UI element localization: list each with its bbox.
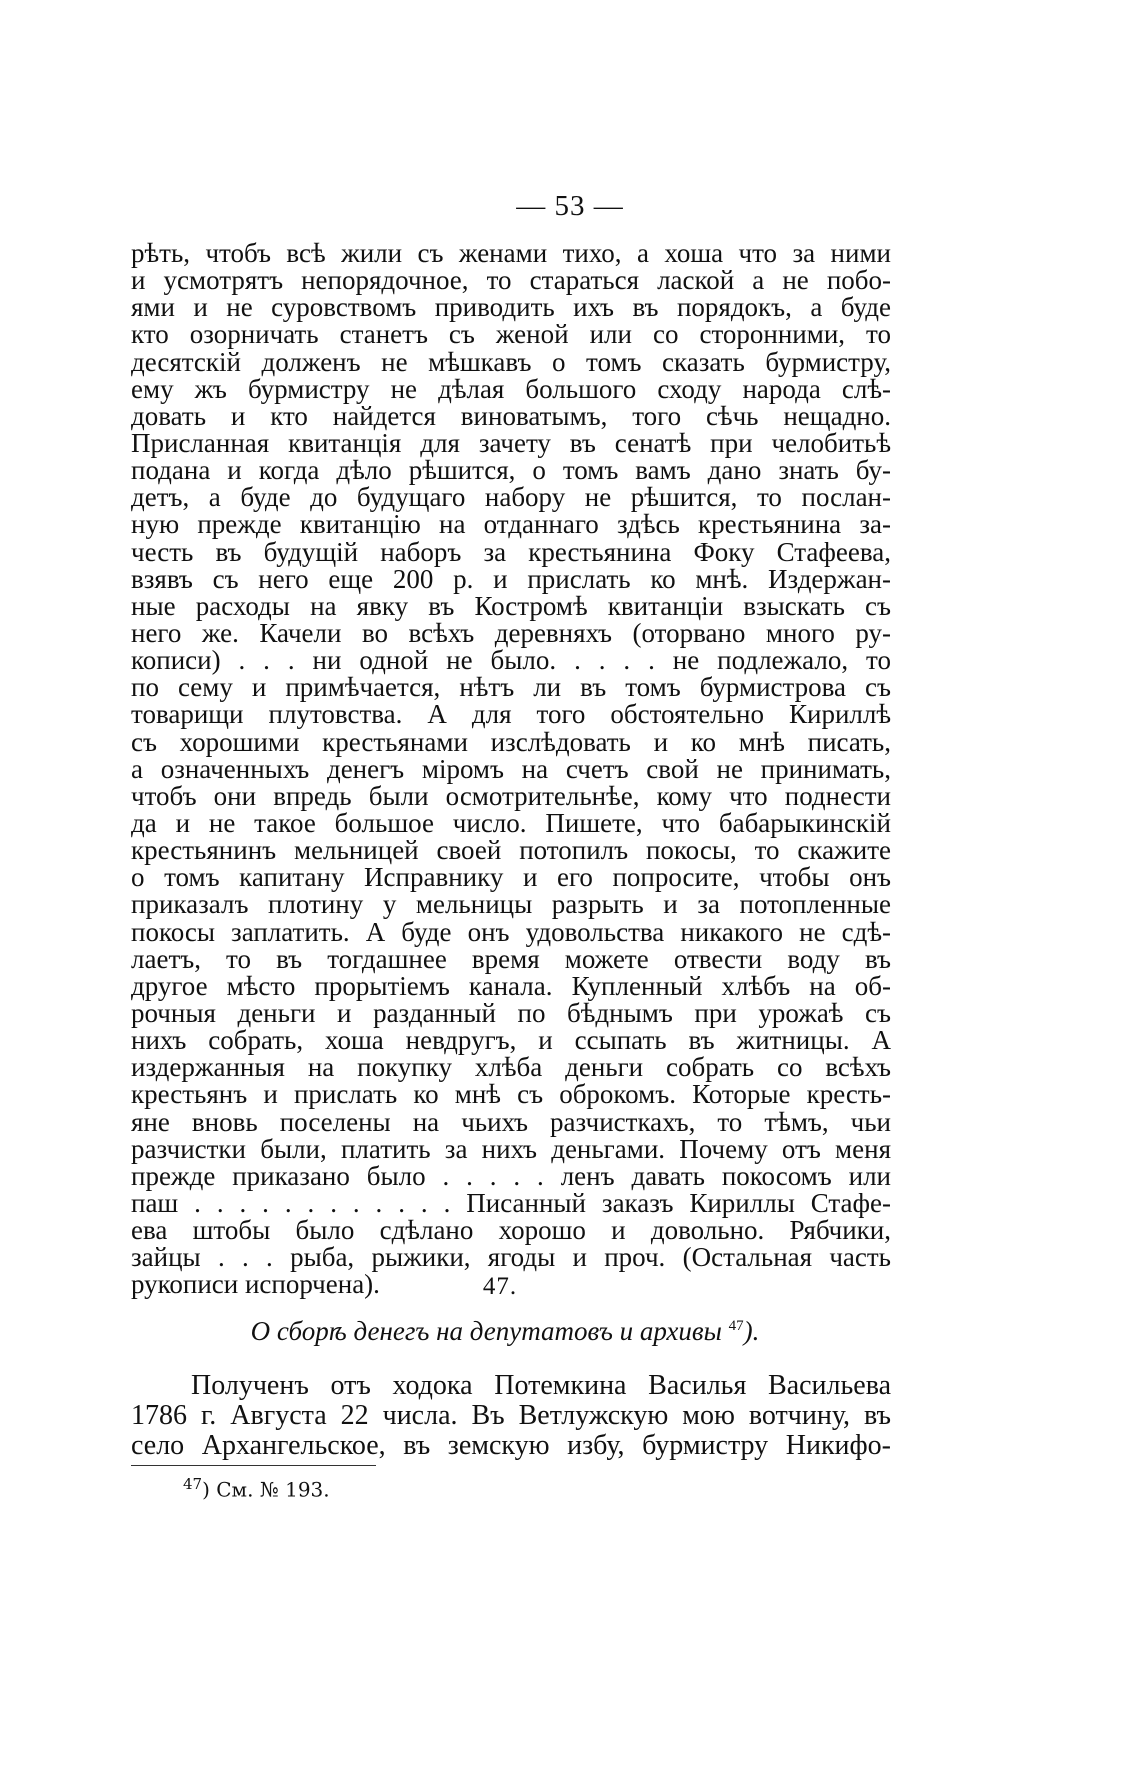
text-line: зайцы . . . рыба, рыжики, ягоды и проч. (Остальная часть	[131, 1242, 891, 1273]
text-line: кописи) . . . ни одной не было. . . . . не подлежало, то	[131, 645, 891, 676]
text-line: ева штобы было сдѣлано хорошо и довольно. Рябчики,	[131, 1215, 891, 1246]
text-line: кто озорничать станетъ съ женой или со сторонними, то	[131, 319, 891, 350]
text-line: издержанныя на покупку хлѣба деньги собрать со всѣхъ	[131, 1052, 891, 1083]
text-line: яне вновь поселены на чьихъ разчисткахъ, то тѣмъ, чьи	[131, 1106, 891, 1137]
text-line: приказалъ плотину у мельницы разрыть и за потопленные	[131, 889, 891, 920]
text-line: рукописи испорчена).	[131, 1269, 380, 1300]
page-number: — 53 —	[516, 190, 624, 222]
text-line: другое мѣсто прорытіемъ канала. Купленный хлѣбъ на об-	[131, 970, 891, 1001]
section-number: 47.	[482, 1273, 518, 1300]
footnote-text: ) См. № 193.	[202, 1477, 330, 1502]
text-line: честь въ будущій наборъ за крестьянина Фоку Стафеева,	[131, 536, 891, 567]
text-line: ями и не суровствомъ приводить ихъ въ порядокъ, а буде	[131, 292, 891, 323]
footnote-divider	[131, 1465, 376, 1466]
text-line: и усмотрятъ непорядочное, то стараться лаской а не побо-	[131, 265, 891, 296]
text-line: рѣть, чтобъ всѣ жили съ женами тихо, а хоша что за ними	[131, 238, 891, 268]
text-line: рочныя деньги и разданный по бѣднымъ при урожаѣ съ	[131, 997, 891, 1028]
text-line: да и не такое большое число. Пишете, что бабарыкинскій	[131, 807, 891, 838]
section-title	[0, 1316, 1010, 1347]
text-line: по сему и примѣчается, нѣтъ ли въ томъ бурмистрова съ	[131, 672, 891, 703]
text-line: крестьянъ и прислать ко мнѣ съ оброкомъ. Которые кресть-	[131, 1079, 891, 1110]
text-line: Присланная квитанція для зачету въ сенатѣ при челобитьѣ	[131, 427, 891, 458]
section-title-note-marker: 47	[728, 1318, 744, 1334]
text-line: чтобъ они впредь были осмотрительнѣе, кому что поднести	[131, 780, 891, 811]
text-line: товарищи плутовства. А для того обстоятельно Кириллѣ	[131, 699, 891, 730]
text-line: взявъ съ него еще 200 р. и прислать ко мнѣ. Издержан-	[131, 563, 891, 594]
text-line: Полученъ отъ ходока Потемкина Василья Васильева	[191, 1370, 891, 1401]
text-line: довать и кто найдется виноватымъ, того сѣчь нещадно.	[131, 400, 891, 431]
section-title-end: ).	[743, 1316, 760, 1346]
text-line: а означенныхъ денегъ міромъ на счетъ свой не принимать,	[131, 753, 891, 784]
text-line: село Архангельское, въ земскую избу, бурмистру Никифо-	[131, 1430, 891, 1461]
text-line: детъ, а буде до будущаго набору не рѣшится, то послан-	[131, 482, 891, 513]
text-line: паш . . . . . . . . . . . . Писанный заказъ Кириллы Стафе-	[131, 1187, 891, 1218]
footnote	[183, 1475, 330, 1502]
text-line: съ хорошими крестьянами изслѣдовать и ко мнѣ писать,	[131, 726, 891, 757]
body-text	[131, 240, 891, 1298]
text-line: прежде приказано было . . . . . ленъ давать покосомъ или	[131, 1160, 891, 1191]
text-line: лаетъ, то въ тогдашнее время можете отвести воду въ	[131, 943, 891, 974]
text-line: разчистки были, платить за нихъ деньгами. Почему отъ меня	[131, 1133, 891, 1164]
text-line: 1786 г. Августа 22 числа. Въ Ветлужскую мою вотчину, въ	[131, 1400, 891, 1431]
text-line: нихъ собрать, хоша невдругъ, и ссыпать въ житницы. А	[131, 1025, 891, 1056]
text-line: подана и когда дѣло рѣшится, о томъ вамъ дано знать бу-	[131, 455, 891, 486]
text-line: десятскій долженъ не мѣшкавъ о томъ сказать бурмистру,	[131, 346, 891, 377]
text-line: крестьянинъ мельницей своей потопилъ покосы, то скажите	[131, 835, 891, 866]
text-line: покосы заплатить. А буде онъ удовольства никакого не сдѣ-	[131, 916, 891, 947]
footnote-marker: 47	[183, 1475, 203, 1493]
text-line: него же. Качели во всѣхъ деревняхъ (оторвано много ру-	[131, 617, 891, 648]
text-line: о томъ капитану Исправнику и его попросите, чтобы онъ	[131, 862, 891, 893]
section-body	[131, 1371, 891, 1461]
text-line: ные расходы на явку въ Костромѣ квитанціи взыскать съ	[131, 590, 891, 621]
text-line: ему жъ бурмистру не дѣлая большого сходу народа слѣ-	[131, 373, 891, 404]
section-title-text: О сборѣ денегъ на депутатовъ и архивы	[250, 1316, 722, 1346]
text-line: ную прежде квитанцію на отданнаго здѣсь крестьянина за-	[131, 509, 891, 540]
